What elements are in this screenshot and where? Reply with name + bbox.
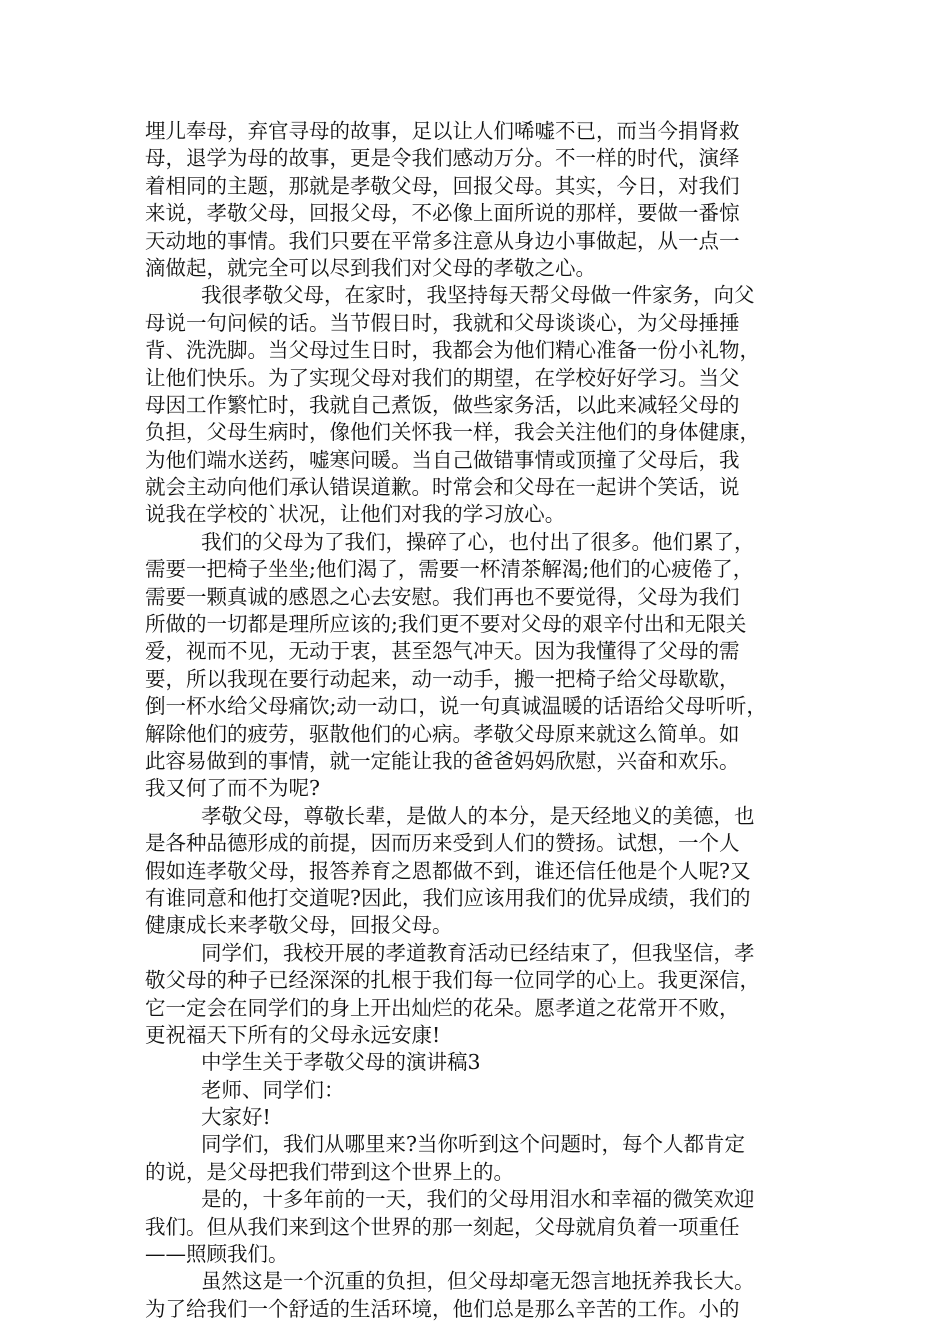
text-line: 虽然这是一个沉重的负担，但父母却毫无怨言地抚养我长大。 — [201, 1269, 755, 1294]
text-line: 母因工作繁忙时，我就自己煮饭，做些家务活，以此来减轻父母的 — [145, 392, 740, 417]
text-line: 它一定会在同学们的身上开出灿烂的花朵。愿孝道之花常开不败， — [145, 995, 740, 1020]
text-line: 天动地的事情。我们只要在平常多注意从身边小事做起，从一点一 — [145, 228, 740, 253]
text-line: 需要一颗真诚的感恩之心去安慰。我们再也不要觉得，父母为我们 — [145, 584, 740, 609]
text-line: 埋儿奉母，弃官寻母的故事，足以让人们唏嘘不已，而当今捐肾救 — [145, 119, 740, 143]
text-line: 为了给我们一个舒适的生活环境，他们总是那么辛苦的工作。小的 — [145, 1296, 740, 1321]
text-line: 同学们，我们从哪里来?当你听到这个问题时，每个人都肯定 — [201, 1132, 745, 1157]
text-line: 是的，十多年前的一天，我们的父母用泪水和幸福的微笑欢迎 — [201, 1187, 755, 1212]
text-line: 着相同的主题，那就是孝敬父母，回报父母。其实，今日，对我们 — [145, 173, 740, 198]
text-line: 我很孝敬父母，在家时，我坚持每天帮父母做一件家务，向父 — [201, 283, 755, 308]
text-line: 大家好! — [201, 1105, 271, 1130]
text-line: 说我在学校的`状况，让他们对我的学习放心。 — [145, 502, 566, 527]
text-line: 敬父母的种子已经深深的扎根于我们每一位同学的心上。我更深信， — [145, 968, 760, 993]
text-line: 滴做起，就完全可以尽到我们对父母的孝敬之心。 — [145, 255, 596, 280]
text-line: 要，所以我现在要行动起来，动一动手，搬一把椅子给父母歇歇， — [145, 666, 740, 691]
text-line: 同学们，我校开展的孝道教育活动已经结束了，但我坚信，孝 — [201, 940, 755, 965]
text-line: 假如连孝敬父母，报答养育之恩都做不到，谁还信任他是个人呢?又 — [145, 858, 751, 883]
text-line: 健康成长来孝敬父母，回报父母。 — [145, 913, 453, 938]
text-line: 更祝福天下所有的父母永远安康! — [145, 1022, 441, 1047]
text-line: 为他们端水送药，嘘寒问暖。当自己做错事情或顶撞了父母后，我 — [145, 447, 740, 472]
text-line: 所做的一切都是理所应该的;我们更不要对父母的艰辛付出和无限关 — [145, 612, 747, 637]
text-line: 解除他们的疲劳，驱散他们的心病。孝敬父母原来就这么简单。如 — [145, 721, 740, 746]
text-line: 背、洗洗脚。当父母过生日时，我都会为他们精心准备一份小礼物， — [145, 338, 760, 363]
text-line: 就会主动向他们承认错误道歉。时常会和父母在一起讲个笑话，说 — [145, 475, 740, 500]
text-line: 母说一句问候的话。当节假日时，我就和父母谈谈心，为父母捶捶 — [145, 310, 740, 335]
text-line: 的说，是父母把我们带到这个世界上的。 — [145, 1159, 514, 1184]
document-body — [145, 118, 805, 1323]
text-line: 让他们快乐。为了实现父母对我们的期望，在学校好好学习。当父 — [145, 365, 740, 390]
text-line: 爱，视而不见，无动于衷，甚至怨气冲天。因为我懂得了父母的需 — [145, 639, 740, 664]
text-line: 孝敬父母，尊敬长辈，是做人的本分，是天经地义的美德，也 — [201, 803, 755, 828]
text-line: 有谁同意和他打交道呢?因此，我们应该用我们的优异成绩，我们的 — [145, 885, 751, 910]
text-line: 需要一把椅子坐坐;他们渴了，需要一杯清茶解渴;他们的心疲倦了， — [145, 557, 754, 582]
text-line: 负担，父母生病时，像他们关怀我一样，我会关注他们的身体健康， — [145, 420, 760, 445]
text-line: 此容易做到的事情，就一定能让我的爸爸妈妈欣慰，兴奋和欢乐。 — [145, 748, 740, 773]
text-line: 倒一杯水给父母痛饮;动一动口，说一句真诚温暖的话语给父母听听， — [145, 694, 767, 719]
text-line: 老师、同学们： — [201, 1077, 345, 1102]
text-line: 中学生关于孝敬父母的演讲稿3 — [201, 1050, 481, 1075]
text-line: 母，退学为母的故事，更是令我们感动万分。不一样的时代，演绎 — [145, 146, 740, 171]
text-line: 我们的父母为了我们，操碎了心，也付出了很多。他们累了， — [201, 529, 755, 554]
text-line: 我又何了而不为呢? — [145, 776, 320, 801]
text-line: 是各种品德形成的前提，因而历来受到人们的赞扬。试想，一个人 — [145, 831, 740, 856]
text-line: 来说，孝敬父母，回报父母，不必像上面所说的那样，要做一番惊 — [145, 201, 740, 226]
text-line: 我们。但从我们来到这个世界的那一刻起，父母就肩负着一项重任 — [145, 1214, 740, 1239]
text-line: ——照顾我们。 — [145, 1242, 289, 1267]
